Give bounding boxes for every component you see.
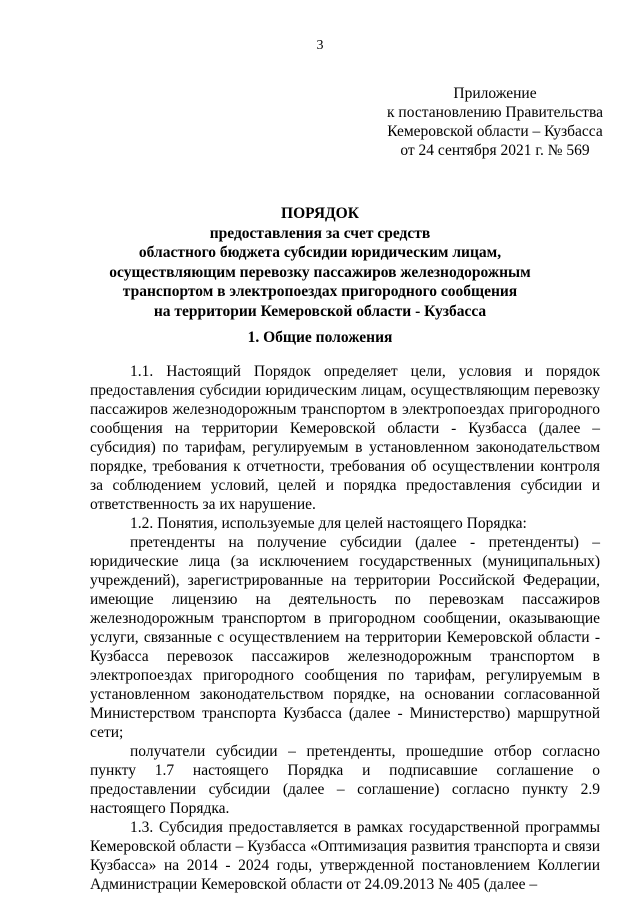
section-heading: 1. Общие положения [247,329,393,346]
title-line: осуществляющим перевозку пассажиров железнодорожным [109,263,531,281]
paragraph-1-3: 1.3. Субсидия предоставляется в рамках государственной программы Кемеровской области – Кузбасса «Оптимизация развития транспорта и связи Кузбасса» на 2014 - 2024 годы, утвержденной постановлением Коллегии Администрации Кемеровской области от 24.09.2013 № 405 (далее – [90,819,600,893]
title-line: транспортом в электропоездах пригородного сообщения [122,283,518,300]
title-line: предоставления за счет средств [209,224,431,242]
body-text [90,362,600,894]
appendix-line: Приложение [453,85,537,102]
title-line: ПОРЯДОК [281,205,359,222]
title-line: на территории Кемеровской области - Кузбасса [153,302,487,320]
paragraph-definition-recipients: получатели субсидии – претенденты, прошедшие отбор согласно пункту 1.7 настоящего Порядка и подписавшие соглашение о предоставлении субсидии (далее – соглашение) согласно пункту 2.9 настоящего Порядка. [90,743,600,817]
appendix-line: к постановлению Правительства [387,104,603,121]
paragraph-1-2: 1.2. Понятия, используемые для целей настоящего Порядка: [130,515,527,532]
paragraph-1-1: 1.1. Настоящий Порядок определяет цели, условия и порядок предоставления субсидии юридическим лицам, осуществляющим перевозку пассажиров железнодорожным транспортом в электропоездах пригородного сообщения на территории Кемеровской области - Кузбасса (далее – субсидия) по тарифам, регулируемым в установленном законодательством порядке, требования к отчетности, требования об осуществлении контроля за соблюдением условий, целей и порядка предоставления субсидии и ответственность за их нарушение. [90,363,600,513]
appendix-line: Кемеровской области – Кузбасса [387,123,603,140]
page-number: 3 [316,38,324,53]
appendix-line: от 24 сентября 2021 г. № 569 [400,142,590,159]
paragraph-definition-applicants: претенденты на получение субсидии (далее - претенденты) – юридические лица (за исключением государственных (муниципальных) учреждений), зарегистрированные на территории Российской Федерации, имеющие лицензию на деятельность по перевозкам пассажиров железнодорожным транспортом в пригородном сообщении, оказывающие услуги, связанные с осуществлением на территории Кемеровской области - Кузбасса перевозок пассажиров железнодорожным транспортом в электропоездах пригородного сообщения по тарифам, регулируемым в установленном законодательством порядке, на основании согласованной Министерством транспорта Кузбасса (далее - Министерство) маршрутной сети; [90,534,600,741]
document-title [0,204,640,321]
appendix-block [380,84,610,160]
title-line: областного бюджета субсидии юридическим лицам, [138,244,502,261]
